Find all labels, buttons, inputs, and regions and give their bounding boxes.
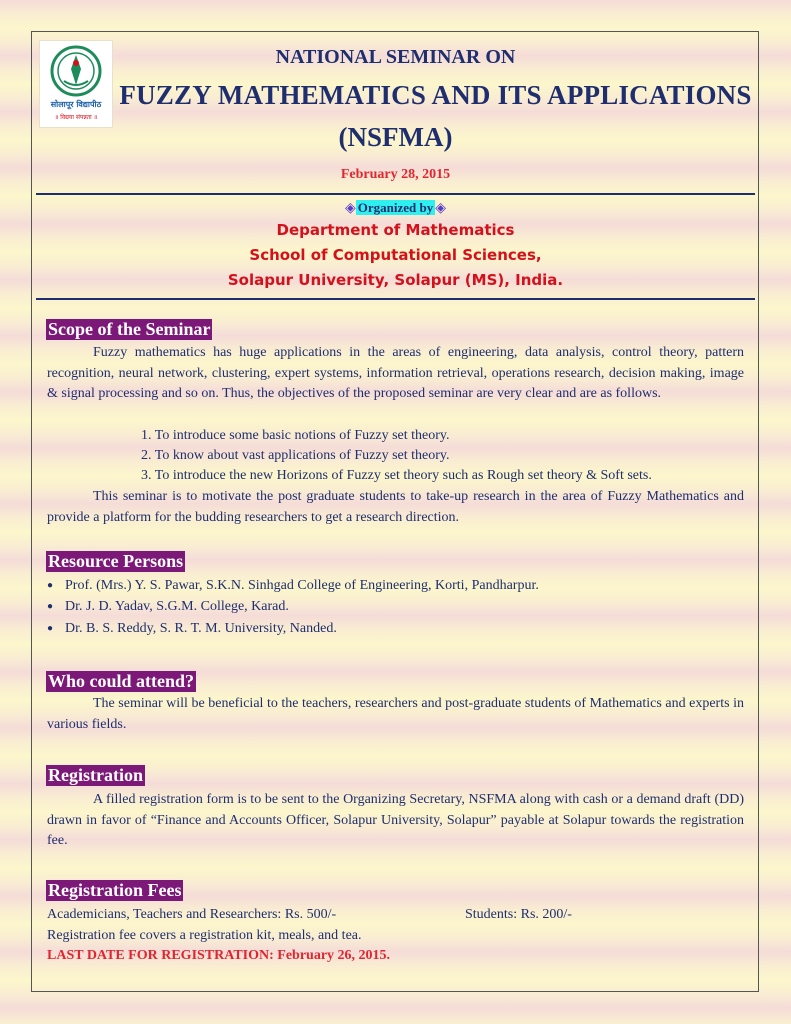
logo-text-top: सोलापूर विद्यापीठ (50, 100, 102, 109)
logo-text-bottom: ॥ विद्यया संपन्नता ॥ (54, 114, 98, 121)
resource-person-2 (47, 597, 289, 618)
registration-text (47, 790, 744, 852)
objective-2: 2. To know about vast applications of Fuzzy set theory. (141, 448, 450, 463)
resource-person-3 (47, 619, 337, 640)
objective-3: 3. To introduce the new Horizons of Fuzzy set theory such as Rough set theory & Soft sets. (141, 468, 652, 483)
fee-students: Students: Rs. 200/- (465, 907, 572, 922)
resource-person-text: Dr. B. S. Reddy, S. R. T. M. University, Nanded. (65, 621, 337, 636)
registration-text-body: A filled registration form is to be sent to the Organizing Secretary, NSFMA along with cash or a demand draft (DD) drawn in favor of “Finance and Accounts Officer, Solapur University, Solapur” payable at Solapur towards the registration fee. (47, 792, 744, 848)
resource-person-text: Prof. (Mrs.) Y. S. Pawar, S.K.N. Sinhgad College of Engineering, Korti, Pandharpur. (65, 578, 539, 593)
scope-closing (47, 487, 744, 528)
divider-top (36, 193, 755, 195)
dept-line-3: Solapur University, Solapur (MS), India. (227, 271, 564, 289)
seminar-label: NATIONAL SEMINAR ON (275, 46, 516, 68)
scope-intro (47, 343, 744, 405)
bullet-icon: ● (47, 623, 54, 634)
resource-person-1 (47, 576, 539, 597)
resource-person-text: Dr. J. D. Yadav, S.G.M. College, Karad. (65, 599, 289, 614)
scope-intro-text: Fuzzy mathematics has huge applications in the areas of engineering, data analysis, control theory, pattern recognition, neural network, clustering, expert systems, information retrieval, operations research, decision making, image & signal processing and so on. Thus, the objectives of the proposed seminar are very clear and are as follows. (47, 345, 744, 401)
bullet-icon: ● (47, 580, 54, 591)
attend-text-body: The seminar will be beneficial to the teachers, researchers and post-graduate students of Mathematics and experts in various fields. (47, 696, 744, 732)
organized-by (0, 200, 791, 217)
attend-heading: Who could attend? (48, 671, 195, 691)
attend-text (47, 694, 744, 735)
seminar-date: February 28, 2015 (340, 167, 451, 182)
last-date: LAST DATE FOR REGISTRATION: February 26, 2015. (47, 948, 391, 963)
dept-line-1: Department of Mathematics (276, 221, 515, 239)
bullet-icon: ● (47, 601, 54, 612)
organized-by-label: Organized by (357, 200, 434, 215)
registration-heading: Registration (48, 765, 143, 785)
seminar-acronym: (NSFMA) (338, 122, 453, 152)
divider-bottom (36, 298, 755, 300)
scope-closing-text: This seminar is to motivate the post graduate students to take-up research in the area of Fuzzy Mathematics and provide a platform for the budding researchers to get a research direction. (47, 489, 744, 525)
objective-1: 1. To introduce some basic notions of Fuzzy set theory. (141, 428, 450, 443)
resource-heading: Resource Persons (48, 551, 184, 571)
fee-covers: Registration fee covers a registration kit, meals, and tea. (47, 928, 362, 943)
fees-heading: Registration Fees (48, 880, 182, 900)
diamond-left-icon: ◈ (344, 201, 356, 216)
diamond-right-icon: ◈ (435, 201, 447, 216)
fee-academic: Academicians, Teachers and Researchers: Rs. 500/- (47, 907, 337, 922)
dept-line-2: School of Computational Sciences, (249, 246, 542, 264)
seminar-title: FUZZY MATHEMATICS AND ITS APPLICATIONS (119, 80, 752, 110)
scope-heading: Scope of the Seminar (48, 319, 211, 339)
